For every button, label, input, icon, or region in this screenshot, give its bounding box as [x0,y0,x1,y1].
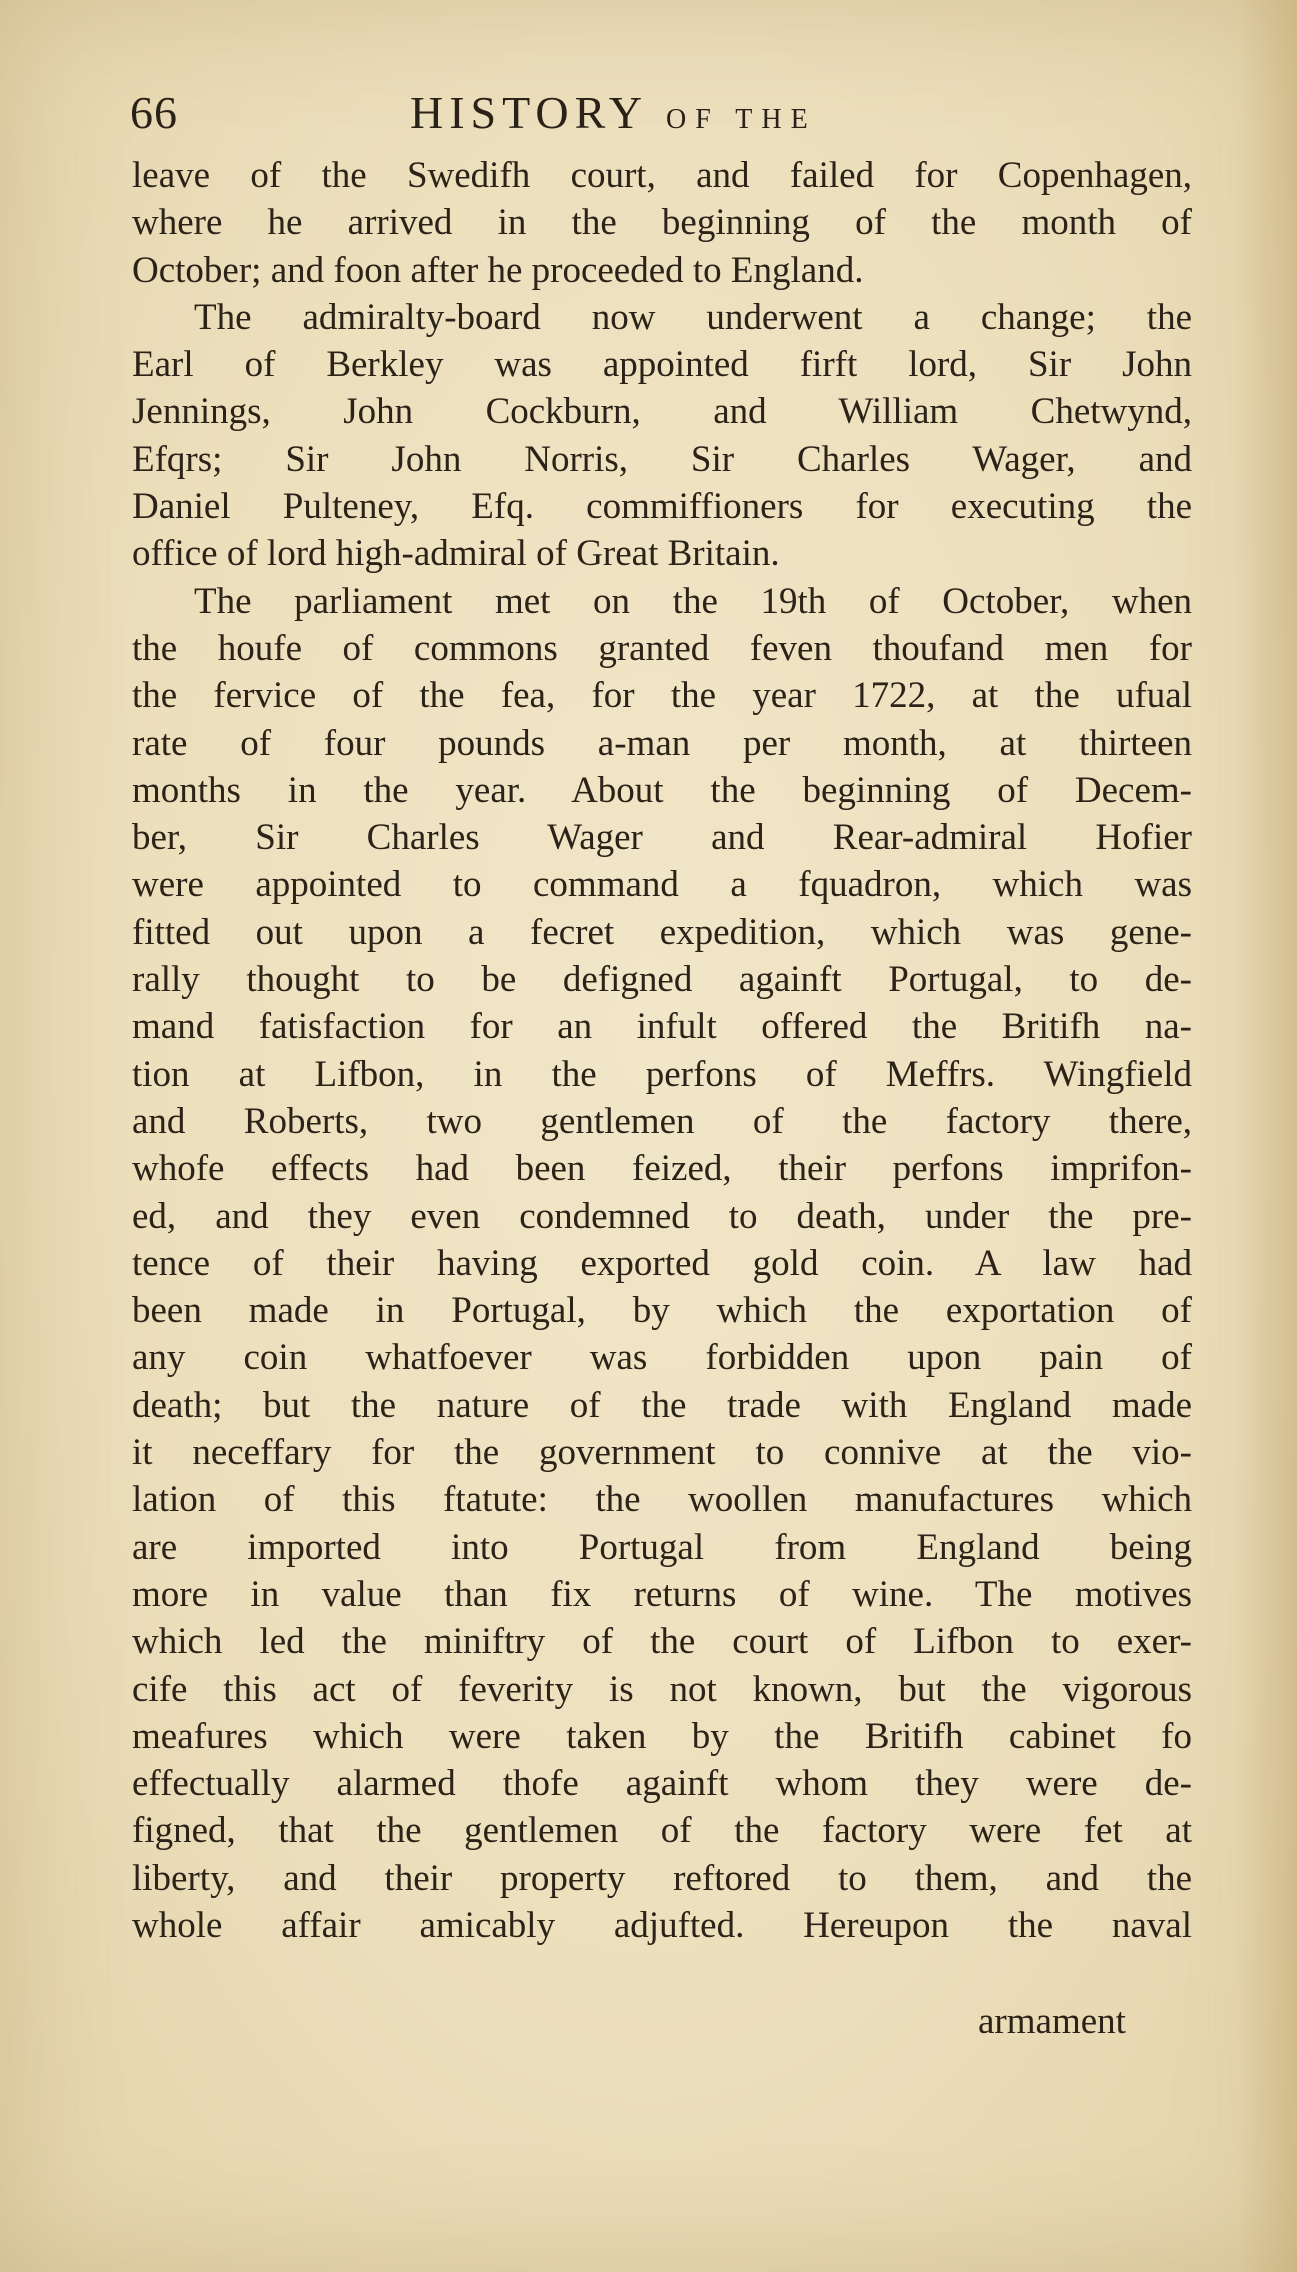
text-line: lation of this ftatute: the woollen manufactures which [132,1479,1192,1521]
text-line: ber, Sir Charles Wager and Rear-admiral Hofier [132,817,1192,859]
text-line: rate of four pounds a-man per month, at thirteen [132,722,1192,764]
text-line: office of lord high-admiral of Great Britain. [132,533,780,575]
running-head-title: HISTORY [410,87,648,138]
text-line: liberty, and their property reftored to them, and the [132,1857,1192,1899]
text-line: meafures which were taken by the Britifh cabinet fo [132,1715,1192,1757]
text-line: ed, and they even condemned to death, under the pre- [132,1195,1192,1237]
text-line: cife this act of feverity is not known, but the vigorous [132,1668,1192,1710]
text-line: death; but the nature of the trade with England made [132,1384,1192,1426]
text-line: whole affair amicably adjufted. Hereupon the naval [132,1904,1192,1946]
text-line: The admiralty-board now underwent a change; the [194,296,1192,338]
text-line: which led the miniftry of the court of Lifbon to exer- [132,1621,1192,1663]
page-header [130,80,1190,150]
catchword: armament [978,2001,1126,2042]
text-line: whofe effects had been feized, their perfons imprifon- [132,1148,1192,1190]
text-line: and Roberts, two gentlemen of the factory there, [132,1100,1192,1142]
running-head [410,86,817,139]
text-line: October; and foon after he proceeded to England. [132,249,864,291]
text-line: the fervice of the fea, for the year 1722, at the ufual [132,675,1192,717]
text-line: tion at Lifbon, in the perfons of Meffrs. Wingfield [132,1053,1192,1095]
text-line: effectually alarmed thofe againft whom they were de- [132,1763,1192,1805]
text-line: any coin whatfoever was forbidden upon pain of [132,1337,1192,1379]
text-line: figned, that the gentlemen of the factory were fet at [132,1810,1192,1852]
text-line: were appointed to command a fquadron, which was [132,864,1192,906]
text-line: been made in Portugal, by which the exportation of [132,1290,1192,1332]
text-line: tence of their having exported gold coin. A law had [132,1242,1192,1284]
text-line: mand fatisfaction for an infult offered the Britifh na- [132,1006,1192,1048]
text-line: months in the year. About the beginning of Decem- [132,769,1192,811]
text-line: The parliament met on the 19th of October, when [194,580,1192,622]
text-line: where he arrived in the beginning of the month of [132,202,1192,244]
text-line: it neceffary for the government to connive at the vio- [132,1432,1192,1474]
body-text [132,152,1192,1949]
text-line: Efqrs; Sir John Norris, Sir Charles Wager, and [132,438,1192,480]
page-gutter-shadow [1237,0,1297,2272]
text-line: leave of the Swedifh court, and failed for Copenhagen, [132,155,1192,196]
text-line: Jennings, John Cockburn, and William Chetwynd, [132,391,1192,433]
text-line: fitted out upon a fecret expedition, which was gene- [132,911,1192,953]
text-line: Daniel Pulteney, Efq. commiffioners for executing the [132,486,1192,528]
text-line: rally thought to be defigned againft Portugal, to de- [132,959,1192,1001]
running-head-subtitle: OF THE [665,104,817,135]
text-line: more in value than fix returns of wine. The motives [132,1573,1192,1615]
text-line: the houfe of commons granted feven thoufand men for [132,627,1192,669]
page-number: 66 [130,87,178,138]
text-line: are imported into Portugal from England being [132,1526,1192,1568]
text-line: Earl of Berkley was appointed firft lord, Sir John [132,344,1192,386]
